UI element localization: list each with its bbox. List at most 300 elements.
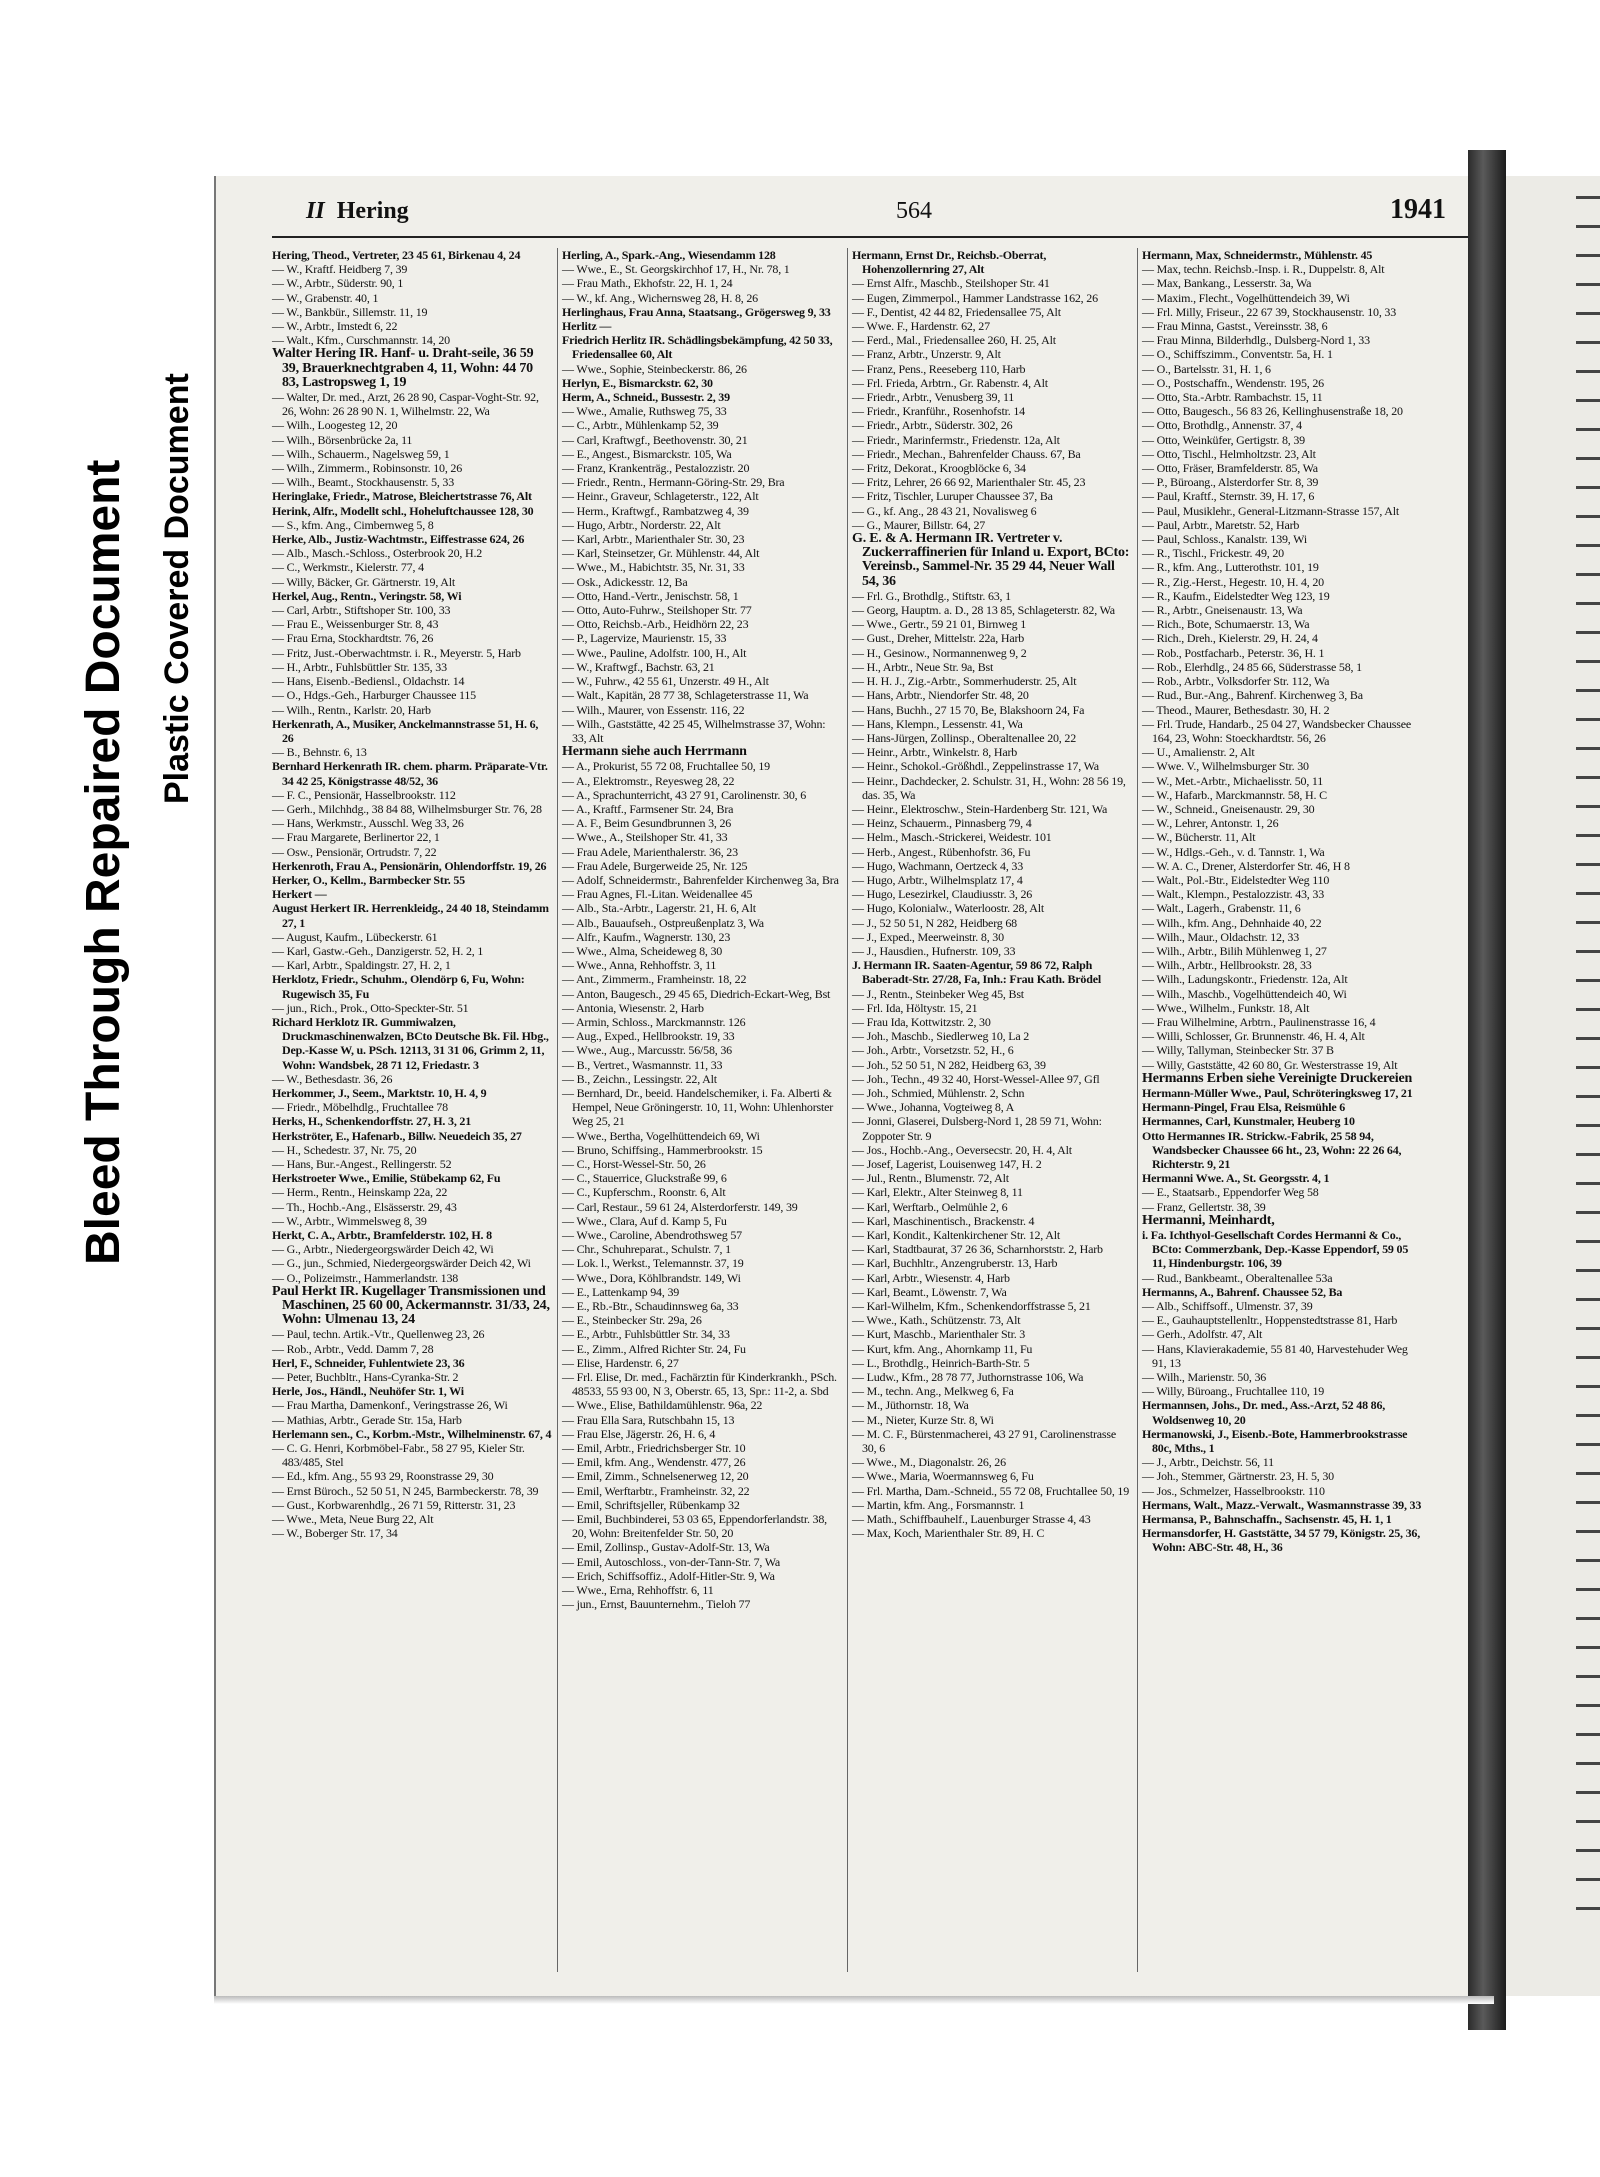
page-bottom-shadow <box>214 1996 1494 2004</box>
directory-entry: — Fritz, Dekorat., Kroogblöcke 6, 34 <box>852 461 1026 476</box>
directory-entry: — Alb., Bauaufseh., Ostpreußenplatz 3, Wa <box>562 915 764 930</box>
year-label: 1941 <box>1390 194 1446 225</box>
directory-entry: — E., Steinbecker Str. 29a, 26 <box>562 1313 702 1328</box>
directory-entry: — Karl, Stadtbaurat, 37 26 36, Scharnhorststr. 2, Harb <box>852 1242 1103 1257</box>
header-left <box>306 198 409 225</box>
directory-entry: — W., Grabenstr. 40, 1 <box>272 290 379 305</box>
adjacent-page-line <box>1576 1588 1600 1591</box>
directory-entry: — J., 52 50 51, N 282, Heidberg 68 <box>852 915 1017 930</box>
directory-entry: — Karl, Steinsetzer, Gr. Mühlenstr. 44, Alt <box>562 546 760 561</box>
directory-entry: — Gerh., Adolfstr. 47, Alt <box>1142 1327 1263 1342</box>
directory-entry: — Hans, Werkmstr., Ausschl. Weg 33, 26 <box>272 816 464 831</box>
directory-entry: — W., Bücherstr. 11, Alt <box>1142 830 1256 845</box>
adjacent-page-line <box>1576 1646 1600 1649</box>
directory-entry: — G., Maurer, Billstr. 64, 27 <box>852 517 986 532</box>
directory-entry: — E., Zimm., Alfred Richter Str. 24, Fu <box>562 1341 746 1356</box>
directory-entry: — Math., Schiffbauhelf., Lauenburger Strasse 4, 43 <box>852 1512 1091 1527</box>
adjacent-page-line <box>1576 399 1600 402</box>
directory-entry: — E., Rb.-Btr., Schaudinnsweg 6a, 33 <box>562 1299 739 1314</box>
directory-entry: — Fritz, Tischler, Luruper Chaussee 37, Ba <box>852 489 1053 504</box>
adjacent-page-line <box>1576 1066 1600 1069</box>
column-3 <box>852 248 1132 1540</box>
directory-entry: — Rob., Elerhdlg., 24 85 66, Süderstrasse 58, 1 <box>1142 659 1362 674</box>
directory-entry: — C., Stauerrice, Gluckstraße 99, 6 <box>562 1171 727 1186</box>
directory-entry: — Heinr., Dachdecker, 2. Schulstr. 31, H., Wohn: 28 56 19, das. 35, Wa <box>852 773 1126 802</box>
adjacent-page-line <box>1576 1472 1600 1475</box>
directory-entry: — Emil, Zimm., Schnelsenerweg 12, 20 <box>562 1469 749 1484</box>
directory-entry: — Carl, Kraftwgf., Beethovenstr. 30, 21 <box>562 432 748 447</box>
directory-entry: — Wwe., Pauline, Adolfstr. 100, H., Alt <box>562 645 747 660</box>
directory-entry: Hermann, Max, Schneidermstr., Mühlenstr. 45 <box>1142 248 1373 262</box>
directory-entry: — Lok. l., Werkst., Telemannstr. 37, 19 <box>562 1256 744 1271</box>
directory-entry: — J., Rentn., Steinbeker Weg 45, Bst <box>852 986 1024 1001</box>
directory-entry: — Wilh., Arbtr., Hellbrookstr. 28, 33 <box>1142 958 1312 973</box>
adjacent-page-line <box>1576 1501 1600 1504</box>
directory-entry: Hermann siehe auch Herrmann <box>562 744 747 760</box>
directory-entry: — Wwe., Sophie, Steinbeckerstr. 86, 26 <box>562 361 747 376</box>
directory-entry: — Hans, Bur.-Angest., Rellingerstr. 52 <box>272 1157 452 1171</box>
directory-entry: — Elise, Hardenstr. 6, 27 <box>562 1355 679 1370</box>
directory-entry: — Hugo, Arbtr., Norderstr. 22, Alt <box>562 517 721 532</box>
adjacent-page-line <box>1576 602 1600 605</box>
directory-entry: — Adolf, Schneidermstr., Bahrenfelder Kirchenweg 3a, Bra <box>562 872 839 887</box>
directory-entry: — W. A. C., Drener, Alsterdorfer Str. 46, H 8 <box>1142 858 1350 873</box>
directory-entry: — Paul, Kraftf., Sternstr. 39, H. 17, 6 <box>1142 489 1315 504</box>
adjacent-page-line <box>1576 1356 1600 1359</box>
directory-entry: — Wwe. V., Wilhelmsburger Str. 30 <box>1142 759 1309 774</box>
directory-entry: — Karl, Elektr., Alter Steinweg 8, 11 <box>852 1185 1023 1200</box>
directory-entry: Hermannsen, Johs., Dr. med., Ass.-Arzt, 52 48 86, Woldsenweg 10, 20 <box>1142 1398 1386 1427</box>
directory-entry: — E., Angest., Bismarckstr. 105, Wa <box>562 446 732 461</box>
directory-entry: — Friedr., Arbtr., Süderstr. 302, 26 <box>852 418 1013 433</box>
adjacent-page-line <box>1576 1849 1600 1852</box>
directory-entry: — Frl. G., Brothdlg., Stiftstr. 63, 1 <box>852 588 1011 603</box>
directory-entry: — Willy, Büroang., Fruchtallee 110, 19 <box>1142 1384 1325 1399</box>
directory-entry: — A. F., Beim Gesundbrunnen 3, 26 <box>562 816 732 831</box>
directory-entry: Herkenrath, A., Musiker, Anckelmannstrasse 51, H. 6, 26 <box>272 716 539 745</box>
directory-entry: — Emil, Schriftsjeller, Rübenkamp 32 <box>562 1497 740 1512</box>
directory-entry: — Rob., Arbtr., Vedd. Damm 7, 28 <box>272 1341 434 1356</box>
directory-entry: — P., Büroang., Alsterdorfer Str. 8, 39 <box>1142 475 1319 490</box>
directory-entry: — M., Jüthornstr. 18, Wa <box>852 1398 969 1413</box>
directory-entry: — Ant., Zimmerm., Framheinstr. 18, 22 <box>562 972 747 987</box>
directory-entry: — W., Kraftwgf., Bachstr. 63, 21 <box>562 659 715 674</box>
directory-entry: Hermanns, A., Bahrenf. Chaussee 52, Ba <box>1142 1284 1343 1299</box>
directory-entry: Hermanowski, J., Eisenb.-Bote, Hammerbrookstrasse 80c, Mths., 1 <box>1142 1426 1408 1456</box>
adjacent-page-line <box>1576 196 1600 199</box>
directory-entry: — W., Lehrer, Antonstr. 1, 26 <box>1142 816 1279 831</box>
directory-entry: — Gust., Korbwarenhdlg., 26 71 59, Ritterstr. 31, 23 <box>272 1497 516 1512</box>
directory-entry: — A., Kraftf., Farmsener Str. 24, Bra <box>562 801 734 816</box>
adjacent-page-line <box>1576 660 1600 663</box>
directory-entry: — Peter, Buchbltr., Hans-Cyranka-Str. 2 <box>272 1370 459 1385</box>
directory-entry: Herlinghaus, Frau Anna, Staatsang., Grögersweg 9, 33 <box>562 304 831 319</box>
directory-entry: — Maxim., Flecht., Vogelhüttendeich 39, Wi <box>1142 290 1350 305</box>
directory-entry: — Anton, Baugesch., 29 45 65, Diedrich-Eckart-Weg, Bst <box>562 986 831 1001</box>
directory-entry: — Hans, Buchh., 27 15 70, Be, Blakshoorn 24, Fa <box>852 702 1085 717</box>
adjacent-page-line <box>1576 370 1600 373</box>
directory-entry: — E., Lattenkamp 94, 39 <box>562 1284 680 1299</box>
directory-entry: — Franz, Krankenträg., Pestalozzistr. 20 <box>562 461 750 476</box>
directory-entry: — O., Bartelsstr. 31, H. 1, 6 <box>1142 361 1271 376</box>
directory-entry: — Frl. Trude, Handarb., 25 04 27, Wandsbecker Chaussee 164, 23, Wohn: Stoeckhardtstr. 56, 26 <box>1142 716 1411 745</box>
directory-entry: — Frau Ella Sara, Rutschbahn 15, 13 <box>562 1412 735 1427</box>
directory-entry: — Wwe., Maria, Woermannsweg 6, Fu <box>852 1469 1034 1484</box>
directory-entry: — Wwe., Amalie, Ruthsweg 75, 33 <box>562 404 727 419</box>
directory-entry: — Otto, Brothdlg., Annenstr. 37, 4 <box>1142 418 1302 433</box>
directory-entry: — Heinr., Arbtr., Winkelstr. 8, Harb <box>852 745 1018 760</box>
directory-entry: — Hugo, Wachmann, Oertzeck 4, 33 <box>852 858 1024 873</box>
directory-entry: — Karl, Gastw.-Geh., Danzigerstr. 52, H. 2, 1 <box>272 943 484 958</box>
directory-entry: — Wwe., Wilhelm., Funkstr. 18, Alt <box>1142 1000 1310 1015</box>
directory-entry: — Wilh., Arbtr., Bilih Mühlenweg 1, 27 <box>1142 943 1327 958</box>
directory-entry: Otto Hermannes IR. Strickw.-Fabrik, 25 58 94, Wandsbecker Chaussee 66 ht., 23, Wohn: 22 26 64, Richterstr. 9, 21 <box>1142 1128 1402 1171</box>
directory-entry: Herkert — <box>272 887 327 902</box>
directory-entry: — W., Bankbür., Sillemstr. 11, 19 <box>272 304 428 319</box>
directory-entry: — R., Zig.-Herst., Hegestr. 10, H. 4, 20 <box>1142 574 1324 589</box>
directory-entry: — Wwe., E., St. Georgskirchhof 17, H., Nr. 78, 1 <box>562 262 790 277</box>
directory-entry: — Otto, Fräser, Bramfelderstr. 85, Wa <box>1142 461 1318 476</box>
directory-entry: — Frl. Ida, Höltystr. 15, 21 <box>852 1000 978 1015</box>
directory-entry: — W., kf. Ang., Wichernsweg 28, H. 8, 26 <box>562 290 758 305</box>
directory-entry: — Helm., Masch.-Strickerei, Weidestr. 101 <box>852 830 1052 845</box>
directory-entry: — H., Arbtr., Fuhlsbüttler Str. 135, 33 <box>272 659 447 674</box>
directory-entry: — Willi, Schlosser, Gr. Brunnenstr. 46, H. 4, Alt <box>1142 1029 1365 1044</box>
column-divider <box>1137 248 1138 1972</box>
directory-entry: J. Hermann IR. Saaten-Agentur, 59 86 72, Ralph Baberadt-Str. 27/28, Fa, Inh.: Frau Kath. Brödel <box>852 958 1101 987</box>
directory-entry: — Heinr., Elektroschw., Stein-Hardenberg Str. 121, Wa <box>852 801 1108 816</box>
directory-entry: — W., Met.-Arbtr., Michaelisstr. 50, 11 <box>1142 773 1324 788</box>
directory-entry: — G., jun., Schmied, Niedergeorgswärder Deich 42, Wi <box>272 1256 531 1271</box>
directory-entry: — Bruno, Schiffsing., Hammerbrookstr. 15 <box>562 1142 763 1157</box>
directory-entry: — Karl, Beamt., Löwenstr. 7, Wa <box>852 1284 1007 1299</box>
directory-entry: — Rob., Postfacharb., Peterstr. 36, H. 1 <box>1142 645 1325 660</box>
directory-entry: — Eugen, Zimmerpol., Hammer Landstrasse 162, 26 <box>852 290 1098 305</box>
directory-entry: — Jul., Rentn., Blumenstr. 72, Alt <box>852 1171 1009 1186</box>
directory-entry: — Frau Minna, Bilderhdlg., Dulsberg-Nord 1, 33 <box>1142 333 1370 348</box>
directory-entry: — Rob., Arbtr., Volksdorfer Str. 112, Wa <box>1142 674 1330 689</box>
directory-entry: Herle, Jos., Händl., Neuhöfer Str. 1, Wi <box>272 1384 464 1399</box>
directory-entry: — Wwe., M., Habichtstr. 35, Nr. 31, 33 <box>562 560 745 575</box>
directory-entry: Herlemann sen., C., Korbm.-Mstr., Wilhelminenstr. 67, 4 <box>272 1426 552 1441</box>
directory-entry: — Heinr., Schokol.-Größhdl., Zeppelinstrasse 17, Wa <box>852 759 1099 774</box>
directory-entry: — Joh., Schmied, Mühlenstr. 2, Schn <box>852 1085 1025 1100</box>
directory-entry: — J., Hausdien., Hufnerstr. 109, 33 <box>852 943 1016 958</box>
adjacent-page-line <box>1576 863 1600 866</box>
directory-entry: Hermanni, Meinhardt, <box>1142 1212 1275 1228</box>
adjacent-page-line <box>1576 544 1600 547</box>
directory-entry: — Theod., Maurer, Bethesdastr. 30, H. 2 <box>1142 702 1330 717</box>
directory-entry: Hermann-Pingel, Frau Elsa, Reismühle 6 <box>1142 1100 1346 1115</box>
header-word: Hering <box>336 198 409 224</box>
adjacent-page-line <box>1576 428 1600 431</box>
directory-entry: — Chr., Schuhreparat., Schulstr. 7, 1 <box>562 1242 731 1257</box>
directory-entry: — W., Arbtr., Imstedt 6, 22 <box>272 319 398 334</box>
directory-entry: Hermanni Wwe. A., St. Georgsstr. 4, 1 <box>1142 1171 1330 1186</box>
directory-entry: Heringlake, Friedr., Matrose, Bleichertstrasse 76, Alt <box>272 489 532 504</box>
directory-entry: — Hans, Eisenb.-Bediensl., Oldachstr. 14 <box>272 674 465 689</box>
directory-entry: — Wwe., Gertr., 59 21 01, Birnweg 1 <box>852 617 1027 632</box>
adjacent-page-line <box>1576 1791 1600 1794</box>
directory-entry: — Fritz, Just.-Oberwachtmstr. i. R., Meyerstr. 5, Harb <box>272 645 521 660</box>
directory-entry: — Kurt, Maschb., Marienthaler Str. 3 <box>852 1327 1026 1342</box>
directory-entry: — O., Hdgs.-Geh., Harburger Chaussee 115 <box>272 688 476 703</box>
directory-entry: Herklotz, Friedr., Schuhm., Olendörp 6, Fu, Wohn: Rugewisch 35, Fu <box>272 972 525 1001</box>
directory-entry: — Aug., Exped., Hellbrookstr. 19, 33 <box>562 1029 735 1044</box>
directory-entry: — G., kf. Ang., 28 43 21, Novalisweg 6 <box>852 503 1037 518</box>
directory-entry: — Otto, Reichsb.-Arb., Heidhörn 22, 23 <box>562 617 749 632</box>
directory-entry: — Friedr., Kranführ., Rosenhofstr. 14 <box>852 404 1025 419</box>
directory-entry: — Friedr., Arbtr., Venusberg 39, 11 <box>852 390 1015 405</box>
directory-entry: — Frau Wilhelmine, Arbtrn., Paulinenstrasse 16, 4 <box>1142 1014 1376 1029</box>
directory-entry: — Hugo, Lesezirkel, Claudiusstr. 3, 26 <box>852 887 1033 902</box>
directory-entry: — U., Amalienstr. 2, Alt <box>1142 745 1255 760</box>
directory-entry: — Emil, Arbtr., Friedrichsberger Str. 10 <box>562 1441 746 1456</box>
directory-entry: — Rich., Bote, Schumaerstr. 13, Wa <box>1142 617 1310 632</box>
directory-entry: — Wilh., Maurer, von Essenstr. 116, 22 <box>562 702 745 717</box>
directory-entry: — B., Vertret., Wasmannstr. 11, 33 <box>562 1057 723 1072</box>
page-number: 564 <box>896 198 932 224</box>
directory-entry: — F., Dentist, 42 44 82, Friedensallee 75, Alt <box>852 304 1061 319</box>
directory-entry: Hermanns Erben siehe Vereinigte Druckereien <box>1142 1070 1413 1086</box>
directory-entry: — Alfr., Kaufm., Wagnerstr. 130, 23 <box>562 929 731 944</box>
directory-entry: Herl, F., Schneider, Fuhlentwiete 23, 36 <box>272 1355 465 1370</box>
directory-entry: — Gust., Dreher, Mittelstr. 22a, Harb <box>852 631 1025 646</box>
directory-entry: — Frau Margarete, Berlinertor 22, 1 <box>272 830 440 845</box>
directory-entry: Herks, H., Schenkendorffstr. 27, H. 3, 21 <box>272 1114 472 1129</box>
directory-entry: — Joh., Arbtr., Vorsetzstr. 52, H., 6 <box>852 1043 1014 1058</box>
directory-entry: — Walt., Kfm., Curschmannstr. 14, 20 <box>272 333 450 348</box>
directory-entry: Hermann, Ernst Dr., Reichsb.-Oberrat, Hohenzollernring 27, Alt <box>852 248 1047 277</box>
directory-entry: Hermannes, Carl, Kunstmaler, Heuberg 10 <box>1142 1114 1355 1129</box>
directory-entry: — Carl, Arbtr., Stiftshoper Str. 100, 33 <box>272 603 451 618</box>
directory-entry: — Osk., Adickesstr. 12, Ba <box>562 574 688 589</box>
column-divider <box>847 248 848 1972</box>
directory-entry: — Emil, Werftarbtr., Framheinstr. 32, 22 <box>562 1483 750 1498</box>
adjacent-page-line <box>1576 1907 1600 1910</box>
directory-entry: — Herb., Angest., Rübenhofstr. 36, Fu <box>852 844 1031 859</box>
directory-entry: — Joh., Stemmer, Gärtnerstr. 23, H. 5, 30 <box>1142 1469 1334 1484</box>
directory-entry: — R., kfm. Ang., Lutterothstr. 101, 19 <box>1142 560 1319 575</box>
directory-entry: G. E. & A. Hermann IR. Vertreter v. Zuckerraffinerien für Inland u. Export, BCto: Vereinsb., Sammel-Nr. 35 29 44, Neuer Wall 54, 36 <box>852 531 1130 589</box>
directory-entry: — Emil, Zollinsp., Gustav-Adolf-Str. 13, Wa <box>562 1540 770 1555</box>
directory-entry: Herkel, Aug., Rentn., Veringstr. 58, Wi <box>272 588 462 603</box>
directory-entry: — Hans, Klempn., Lessenstr. 41, Wa <box>852 716 1023 731</box>
directory-entry: — Wwe., Bertha, Vogelhüttendeich 69, Wi <box>562 1128 760 1143</box>
directory-entry: Herlitz — <box>562 319 612 334</box>
directory-entry: — Herm., Kraftwgf., Rambatzweg 4, 39 <box>562 503 749 518</box>
directory-entry: Herker, O., Kellm., Barmbecker Str. 55 <box>272 872 465 887</box>
directory-entry: Herkstroeter Wwe., Emilie, Stübekamp 62, Fu <box>272 1171 501 1186</box>
adjacent-page-line <box>1576 921 1600 924</box>
adjacent-page-line <box>1576 341 1600 344</box>
directory-entry: — Frau Math., Ekhofstr. 22, H. 1, 24 <box>562 276 733 291</box>
directory-entry: — jun., Rich., Prok., Otto-Speckter-Str. 51 <box>272 1000 469 1015</box>
adjacent-page-line <box>1576 1037 1600 1040</box>
directory-entry: Herkommer, J., Seem., Marktstr. 10, H. 4, 9 <box>272 1085 487 1100</box>
directory-entry: — Hans, Klavierakademie, 55 81 40, Harvestehuder Weg 91, 13 <box>1142 1341 1408 1370</box>
directory-entry: — Frau Minna, Gastst., Vereinsstr. 38, 6 <box>1142 319 1328 334</box>
directory-entry: — Jos., Hochb.-Ang., Oeversecstr. 20, H. 4, Alt <box>852 1142 1072 1157</box>
directory-entry: — R., Arbtr., Gneisenaustr. 13, Wa <box>1142 603 1303 618</box>
directory-entry: — W., Schneid., Gneisenaustr. 29, 30 <box>1142 801 1315 816</box>
directory-entry: — Wwe., Dora, Köhlbrandstr. 149, Wi <box>562 1270 741 1285</box>
adjacent-page-line <box>1576 1211 1600 1214</box>
directory-entry: Hermansa, P., Bahnschaffn., Sachsenstr. 45, H. 1, 1 <box>1142 1512 1392 1527</box>
adjacent-page-line <box>1576 1153 1600 1156</box>
adjacent-page-line <box>1576 1878 1600 1881</box>
directory-entry: — Karl, Werftarb., Oelmühle 2, 6 <box>852 1199 1008 1214</box>
directory-entry: — Frau Ida, Kottwitzstr. 2, 30 <box>852 1014 991 1029</box>
directory-entry: — Wwe., Anna, Rehhoffstr. 3, 11 <box>562 958 717 973</box>
directory-entry: — Wilh., Gaststätte, 42 25 45, Wilhelmstrasse 37, Wohn: 33, Alt <box>562 716 826 745</box>
directory-entry: — W., Bethesdastr. 36, 26 <box>272 1071 393 1086</box>
adjacent-page-line <box>1576 1385 1600 1388</box>
directory-entry: — Osw., Pensionär, Ortrudstr. 7, 22 <box>272 844 437 859</box>
directory-entry: i. Fa. Ichthyol-Gesellschaft Cordes Hermanni & Co., BCto: Commerzbank, Dep.-Kasse Eppendorf, 59 05 11, Hindenburgstr. 106, 39 <box>1142 1228 1409 1271</box>
directory-entry: — A., Elektromstr., Reyesweg 28, 22 <box>562 773 735 788</box>
directory-entry: — Ernst Alfr., Maschb., Steilshoper Str. 41 <box>852 276 1050 291</box>
directory-entry: — Wilh., Maschb., Vogelhüttendeich 40, Wi <box>1142 986 1347 1001</box>
adjacent-page-line <box>1576 1240 1600 1243</box>
directory-entry: — C. G. Henri, Korbmöbel-Fabr., 58 27 95, Kieler Str. 483/485, Stel <box>272 1441 525 1470</box>
directory-entry: — R., Kaufm., Eidelstedter Weg 123, 19 <box>1142 588 1330 603</box>
directory-entry: — F. C., Pensionär, Hasselbrookstr. 112 <box>272 787 456 802</box>
directory-entry: — Max, techn. Reichsb.-Insp. i. R., Duppelstr. 8, Alt <box>1142 262 1385 277</box>
directory-entry: — H., Schedestr. 37, Nr. 75, 20 <box>272 1142 417 1157</box>
page-header <box>296 194 1476 232</box>
directory-entry: — Paul, techn. Artik.-Vtr., Quellenweg 23, 26 <box>272 1327 485 1342</box>
directory-entry: — Otto, Hand.-Vertr., Jenischstr. 58, 1 <box>562 588 739 603</box>
directory-entry: — Wilh., Schauerm., Nagelsweg 59, 1 <box>272 446 450 461</box>
adjacent-page-line <box>1576 254 1600 257</box>
adjacent-page-line <box>1576 631 1600 634</box>
directory-entry: — Joh., 52 50 51, N 282, Heidberg 63, 39 <box>852 1057 1046 1072</box>
adjacent-page-line <box>1576 689 1600 692</box>
directory-entry: — Wwe., Erna, Rehhoffstr. 6, 11 <box>562 1583 714 1598</box>
directory-entry: — Friedr., Marinfermstr., Friedenstr. 12a, Alt <box>852 432 1060 447</box>
directory-entry: — Erich, Schiffsoffiz., Adolf-Hitler-Str. 9, Wa <box>562 1568 775 1583</box>
directory-entry: — Wwe., A., Steilshoper Str. 41, 33 <box>562 830 728 845</box>
directory-entry: — W., Kraftf. Heidberg 7, 39 <box>272 262 408 277</box>
directory-entry: — C., Horst-Wessel-Str. 50, 26 <box>562 1157 706 1171</box>
directory-entry: — Wilh., Marienstr. 50, 36 <box>1142 1370 1267 1385</box>
directory-entry: — C., Werkmstr., Kielerstr. 77, 4 <box>272 560 424 575</box>
directory-entry: — O., Postschaffn., Wendenstr. 195, 26 <box>1142 375 1324 390</box>
directory-entry: Walter Hering IR. Hanf- u. Draht-seile, 36 59 39, Brauerknechtgraben 4, 11, Wohn: 44 70 83, Lastropsweg 1, 19 <box>272 346 534 390</box>
directory-entry: — Franz, Arbtr., Unzerstr. 9, Alt <box>852 347 1001 362</box>
column-2 <box>562 248 842 1612</box>
directory-entry: — Ferd., Mal., Friedensallee 260, H. 25, Alt <box>852 333 1056 348</box>
directory-entry: Herkströter, E., Hafenarb., Billw. Neuedeich 35, 27 <box>272 1128 522 1143</box>
directory-entry: — Paul, Musiklehr., General-Litzmann-Strasse 157, Alt <box>1142 503 1400 518</box>
directory-entry: Hering, Theod., Vertreter, 23 45 61, Birkenau 4, 24 <box>272 248 521 262</box>
directory-entry: — H. H. J., Zig.-Arbtr., Sommerhuderstr. 25, Alt <box>852 674 1077 689</box>
directory-entry: — jun., Ernst, Bauunternehm., Tieloh 77 <box>562 1597 751 1612</box>
directory-entry: — Antonia, Wiesenstr. 2, Harb <box>562 1000 704 1015</box>
directory-entry: — B., Behnstr. 6, 13 <box>272 745 367 760</box>
binding-shadow <box>1468 150 1506 2030</box>
directory-entry: — M. C. F., Bürstenmacherei, 43 27 91, Carolinenstrasse 30, 6 <box>852 1426 1116 1456</box>
directory-entry: — Joh., Techn., 49 32 40, Horst-Wessel-Allee 97, Gfl <box>852 1071 1100 1086</box>
adjacent-page-line <box>1576 747 1600 750</box>
adjacent-page-line <box>1576 950 1600 953</box>
directory-entry: — Walt., Pol.-Btr., Eidelstedter Weg 110 <box>1142 872 1330 887</box>
directory-entry: Friedrich Herlitz IR. Schädlingsbekämpfung, 42 50 33, Friedensallee 60, Alt <box>562 333 833 362</box>
adjacent-page-line <box>1576 979 1600 982</box>
directory-entry: — Frl. Martha, Dam.-Schneid., 55 72 08, Fruchtallee 50, 19 <box>852 1483 1130 1498</box>
directory-entry: Herling, A., Spark.-Ang., Wiesendamm 128 <box>562 248 776 262</box>
directory-entry: — G., Arbtr., Niedergeorgswärder Deich 42, Wi <box>272 1242 494 1257</box>
column-divider <box>557 248 558 1972</box>
directory-entry: — Wwe., M., Diagonalstr. 26, 26 <box>852 1455 1006 1470</box>
directory-entry: — Mathias, Arbtr., Gerade Str. 15a, Harb <box>272 1412 462 1427</box>
directory-entry: — Karl, Maschinentisch., Brackenstr. 4 <box>852 1213 1035 1228</box>
directory-entry: — Willy, Gaststätte, 42 60 80, Gr. Westerstrasse 19, Alt <box>1142 1057 1398 1072</box>
directory-entry: — Karl, Arbtr., Wiesenstr. 4, Harb <box>852 1270 1010 1285</box>
adjacent-page-line <box>1576 1269 1600 1272</box>
adjacent-page-line <box>1576 718 1600 721</box>
directory-entry: — Paul, Schloss., Kanalstr. 139, Wi <box>1142 532 1307 547</box>
adjacent-page-line <box>1576 1443 1600 1446</box>
directory-entry: — Frau E., Weissenburger Str. 8, 43 <box>272 617 439 632</box>
directory-entry: — S., kfm. Ang., Cimbernweg 5, 8 <box>272 517 434 532</box>
directory-entry: — Hans-Jürgen, Zollinsp., Oberaltenallee 20, 22 <box>852 730 1076 745</box>
adjacent-page-line <box>1576 457 1600 460</box>
directory-entry: Herkenroth, Frau A., Pensionärin, Ohlendorffstr. 19, 26 <box>272 858 547 873</box>
directory-entry: — Otto, Sta.-Arbtr. Rambachstr. 15, 11 <box>1142 390 1323 405</box>
directory-entry: — Heinz, Schauerm., Pinnasberg 79, 4 <box>852 816 1032 831</box>
directory-entry: — Ludw., Kfm., 28 78 77, Juthornstrasse 106, Wa <box>852 1370 1084 1385</box>
directory-entry: — Wilh., Ladungskontr., Friedenstr. 12a, Alt <box>1142 972 1348 987</box>
directory-entry: — Jos., Schmelzer, Hasselbrookstr. 110 <box>1142 1483 1325 1498</box>
directory-entry: — M., techn. Ang., Melkweg 6, Fa <box>852 1384 1014 1399</box>
directory-entry: — Wwe., Aug., Marcusstr. 56/58, 36 <box>562 1043 732 1058</box>
adjacent-page-line <box>1576 776 1600 779</box>
directory-entry: — Frau Erna, Stockhardtstr. 76, 26 <box>272 631 434 646</box>
directory-entry: — Wilh., Beamt., Stockhausenstr. 5, 33 <box>272 475 455 490</box>
directory-entry: — Wilh., kfm. Ang., Dehnhaide 40, 22 <box>1142 915 1322 930</box>
directory-entry: — Walt., Lagerh., Grabenstr. 11, 6 <box>1142 901 1301 916</box>
directory-entry: — Rud., Bur.-Ang., Bahrenf. Kirchenweg 3, Ba <box>1142 688 1363 703</box>
directory-entry: — Bernhard, Dr., beeid. Handelschemiker, i. Fa. Alberti & Hempel, Neue Gröningerstr. 10, 11, Wohn: Uhlenhorster Weg 25, 21 <box>562 1085 834 1129</box>
adjacent-page-line <box>1576 1414 1600 1417</box>
adjacent-page-line <box>1576 1124 1600 1127</box>
directory-entry: — Ernst Büroch., 52 50 51, N 245, Barmbeckerstr. 78, 39 <box>272 1483 539 1498</box>
adjacent-page-line <box>1576 1617 1600 1620</box>
directory-entry: — Herm., Rentn., Heinskamp 22a, 22 <box>272 1185 448 1200</box>
directory-entry: — Otto, Baugesch., 56 83 26, Kellinghusenstraße 18, 20 <box>1142 404 1403 419</box>
header-rule <box>272 236 1472 238</box>
directory-entry: — Frau Martha, Damenkonf., Veringstrasse 26, Wi <box>272 1398 508 1413</box>
directory-entry: — Karl, Arbtr., Spaldingstr. 27, H. 2, 1 <box>272 958 451 973</box>
directory-entry: Herm, A., Schneid., Bussestr. 2, 39 <box>562 390 730 405</box>
directory-entry: — Gerh., Milchhdg., 38 84 88, Wilhelmsburger Str. 76, 28 <box>272 801 542 816</box>
directory-entry: Herink, Alfr., Modellt schl., Hoheluftchaussee 128, 30 <box>272 503 534 518</box>
bleed-through-label: Bleed Through Repaired Document <box>77 459 130 1265</box>
adjacent-page-line <box>1576 892 1600 895</box>
directory-entry: — Rud., Bankbeamt., Oberaltenallee 53a <box>1142 1270 1333 1285</box>
directory-entry: — Joh., Maschb., Siedlerweg 10, La 2 <box>852 1029 1030 1044</box>
directory-entry: — W., Hdlgs.-Geh., v. d. Tannstr. 1, Wa <box>1142 844 1325 859</box>
directory-entry: — Wilh., Zimmerm., Robinsonstr. 10, 26 <box>272 461 463 476</box>
directory-entry: — J., Arbtr., Deichstr. 56, 11 <box>1142 1455 1274 1470</box>
directory-entry: — H., Gesinow., Normannenweg 9, 2 <box>852 645 1027 660</box>
directory-entry: — W., Arbtr., Süderstr. 90, 1 <box>272 276 404 291</box>
directory-entry: — Josef, Lagerist, Louisenweg 147, H. 2 <box>852 1157 1042 1171</box>
directory-entry: — Franz, Gellertstr. 38, 39 <box>1142 1199 1266 1214</box>
directory-entry: — Th., Hochb.-Ang., Elsässerstr. 29, 43 <box>272 1199 457 1214</box>
